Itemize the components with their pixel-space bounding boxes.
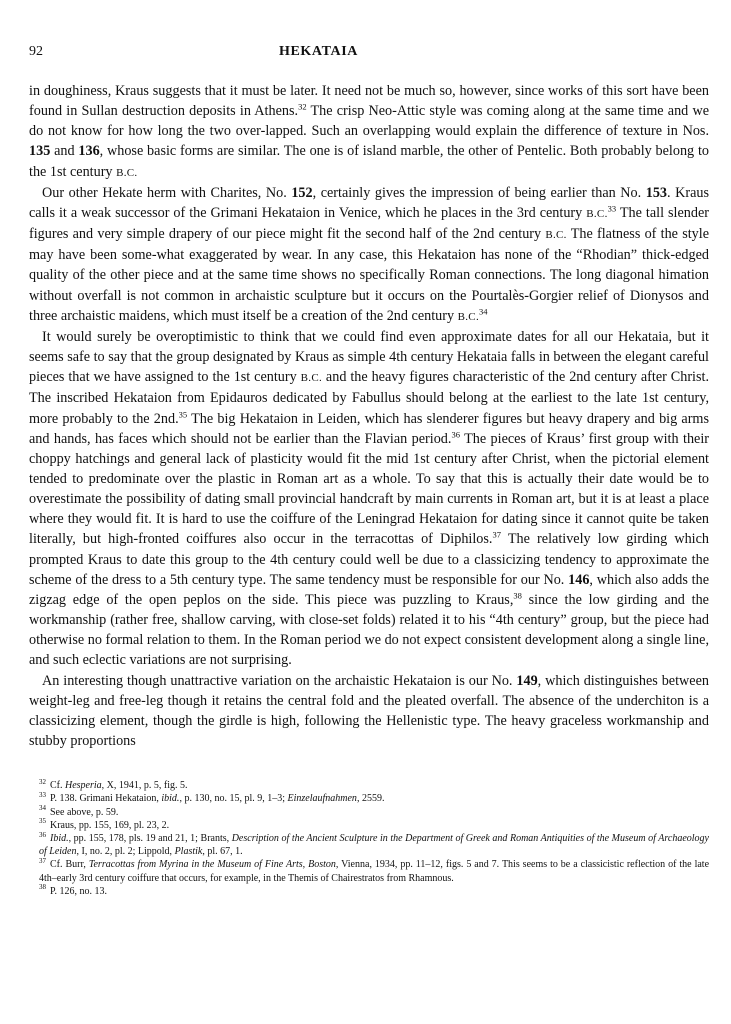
text-run: in doughiness, Kraus suggests that it must be later. It need not be much so, however, since works of this sort have been found in Sullan destruction deposits in Athens.: [29, 83, 709, 120]
italic-title: Terracottas from Myrina in the Museum of Fine Arts, Boston: [88, 859, 336, 871]
text-run: , Vienna, 1934, pp. 11–12, figs. 5 and 7. This seems to be a classicistic reflection of the late 4th–early 3rd century coiffure that occurs, for example, in the Themis of Chairestratos from Rhamnous.: [39, 859, 710, 884]
page-header: [29, 44, 709, 64]
paragraph: [29, 327, 709, 671]
italic-title: Ibid.: [50, 832, 69, 844]
footnote-reference: 34: [479, 305, 488, 316]
text-run: Cf. Burr,: [50, 859, 89, 871]
italic-title: Einzelaufnahmen: [287, 793, 357, 805]
footnote: [39, 832, 709, 858]
text-run: . Kraus calls it a weak successor of the Grimani Hekataion in Venice, which he places in the 3rd century: [29, 184, 709, 221]
catalogue-number: 136: [78, 143, 100, 160]
catalogue-number: 153: [645, 184, 667, 201]
text-run: and: [50, 143, 79, 160]
catalogue-number: 146: [568, 571, 590, 588]
italic-title: Description of the Ancient Sculpture in the Department of Greek and Roman Antiquities of the Museum of Archaeology of Leiden: [39, 832, 710, 858]
text-run: The crisp Neo-Attic style was coming along at the same time and we do not know for how long the two over-lapped. Such an overlapping would explain the difference of texture in Nos.: [29, 103, 709, 140]
footnote: [39, 858, 709, 884]
page: [29, 44, 709, 898]
text-run: , p. 130, no. 15, pl. 9, 1–3;: [179, 793, 288, 805]
footnote-number: 37: [39, 857, 46, 866]
paragraph: [29, 81, 709, 183]
text-run: An interesting though unattractive variation on the archaistic Hekataion is our No.: [42, 672, 517, 689]
footnote: [39, 792, 709, 805]
text-run: and the heavy figures characteristic of the 2nd century after Christ. The inscribed Hekataion from Epidauros dedicated by Fabullus should belong at the earliest to the late 1st century, more probably to the 2nd.: [29, 369, 709, 427]
text-run: Kraus, pp. 155, 169, pl. 23, 2.: [50, 819, 170, 831]
footnote-reference: 38: [513, 590, 522, 601]
text-run: , whose basic forms are similar. The one is of island marble, the other of Pentelic. Both probably belong to the 1st century: [29, 143, 709, 180]
text-run: P. 138. Grimani Hekataion,: [50, 793, 162, 805]
footnote-reference: 33: [607, 203, 617, 214]
footnote-reference: 37: [492, 529, 501, 540]
era-abbreviation: B.C.: [586, 207, 608, 220]
era-abbreviation: B.C.: [116, 166, 138, 179]
footnote: [39, 819, 709, 832]
text-run: , I, no. 2, pl. 2; Lippold,: [76, 846, 175, 858]
era-abbreviation: B.C.: [300, 372, 323, 385]
text-run: , pp. 155, 178, pls. 19 and 21, 1; Brants,: [68, 832, 232, 844]
page-number: 92: [29, 44, 43, 59]
footnote-number: 35: [39, 817, 46, 826]
paragraph: [29, 183, 709, 327]
body-text: [29, 81, 709, 751]
text-run: The tall slender figures and very simple drapery of our piece might fit the second half of the 2nd century: [29, 204, 709, 243]
text-run: The big Hekataion in Leiden, which has slenderer figures but heavy drapery and big arms and hands, has faces which should not be earlier than the Flavian period.: [29, 410, 709, 447]
catalogue-number: 149: [516, 672, 538, 689]
italic-title: Hesperia: [65, 780, 102, 792]
footnote-number: 36: [39, 830, 46, 839]
running-head: HEKATAIA: [279, 44, 358, 59]
text-run: The pieces of Kraus’ first group with their choppy hatchings and general lack of plasticity would fit the mid 1st century after Christ, when the pictorial element tended to predominate over the plastic in Roman art as a whole. To say that this is actually their date would be to overestimate the possibility of dating small provincial handcraft by main currents in Roman art, but it is at least a place where they would fit. It is hard to use the coiffure of the Leningrad Hekataion for dating since it cannot quite be taken literally, but high-fronted coiffures also occur in the terracottas of Diphilos.: [29, 430, 709, 548]
paragraph: [29, 671, 709, 752]
era-abbreviation: B.C.: [545, 229, 567, 242]
footnote-number: 33: [39, 791, 46, 800]
text-run: , which also adds the zigzag edge of the open peplos on the side. This piece was puzzling to Kraus,: [29, 571, 709, 608]
footnote-reference: 36: [451, 428, 460, 439]
text-run: , 2559.: [356, 793, 385, 805]
footnote-number: 34: [39, 804, 46, 813]
text-run: , which distinguishes between weight-leg and free-leg though it retains the central fold and the pleated overfall. The absence of the underchiton is a classicizing element, though the girdle is high, following the Hellenistic type. The heavy graceless workmanship and stubby proportions: [29, 672, 709, 749]
footnotes: [29, 779, 709, 898]
footnote: [39, 885, 709, 898]
text-run: since the low girding and the workmanship (rather free, shallow carving, with close-set folds) related it to his “4th century” group, but the piece had otherwise no formal relation to them. In the Roman period we do not expect consistent development along a single line, and such eclectic variations are not surprising.: [29, 591, 709, 669]
text-run: It would surely be overoptimistic to think that we could find even approximate dates for all our Hekataia, but it seems safe to say that the group designated by Kraus as simple 4th century Hekataia falls in between the elegant careful pieces that we have assigned to the 1st century: [29, 328, 709, 386]
catalogue-number: 152: [291, 184, 313, 201]
text-run: The flatness of the style may have been some-what exaggerated by wear. In any case, this Hekataion has none of the “Rhodian” thick-edged quality of the other piece and at the same time shows no specifically Roman connections. The long diagonal himation without overfall is not common in archaistic sculpture but it occurs on the Pourtalès-Gorgier relief of Dionysos and three archaistic maidens, which must itself be a creation of the 2nd century: [29, 226, 709, 324]
text-run: Cf.: [50, 780, 65, 792]
footnote-reference: 32: [298, 101, 307, 112]
text-run: P. 126, no. 13.: [50, 885, 107, 897]
text-run: The relatively low girding which prompted Kraus to date this group to the 4th century could well be due to a classicizing tendency to approximate the scheme of the dress to a 5th century type. The same tendency must be responsible for our No.: [29, 531, 710, 588]
footnote-reference: 35: [178, 408, 188, 419]
footnote: [39, 779, 709, 792]
text-run: , X, 1941, p. 5, fig. 5.: [101, 780, 188, 792]
italic-title: ibid.: [161, 793, 180, 805]
footnote-number: 32: [39, 777, 46, 786]
footnote: [39, 806, 709, 819]
text-run: See above, p. 59.: [50, 806, 119, 818]
catalogue-number: 135: [29, 143, 51, 160]
text-run: , pl. 67, 1.: [202, 846, 243, 858]
footnote-number: 38: [39, 883, 46, 892]
era-abbreviation: B.C.: [457, 310, 479, 323]
italic-title: Plastik: [174, 846, 203, 858]
text-run: Our other Hekate herm with Charites, No.: [42, 184, 292, 201]
text-run: , certainly gives the impression of being earlier than No.: [312, 184, 646, 201]
